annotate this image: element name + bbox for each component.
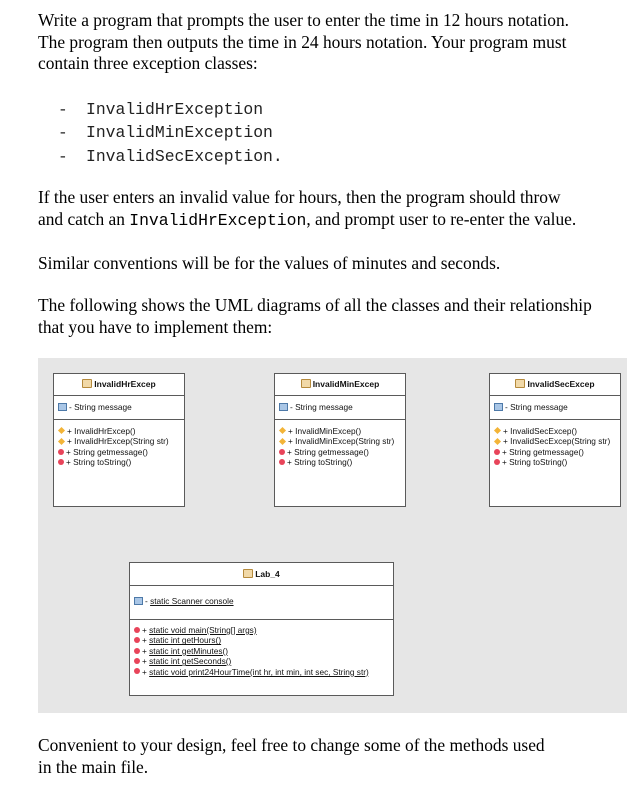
uml-method-prefix: +: [142, 635, 150, 646]
intro-line-3: contain three exception classes:: [38, 53, 258, 74]
exception-name: InvalidHrException: [86, 100, 264, 119]
field-icon: [58, 403, 67, 411]
uml-method-prefix: +: [142, 625, 150, 635]
method-icon: [58, 449, 64, 455]
uml-method: [279, 457, 405, 467]
uml-method: [134, 635, 393, 645]
uml-method: [279, 426, 405, 436]
exception-list: [60, 97, 283, 167]
uml-method-text: + String getmessage(): [287, 446, 369, 457]
method-icon: [134, 648, 140, 654]
uml-method: [279, 436, 405, 446]
uml-method: [494, 457, 620, 467]
list-item: - InvalidSecException.: [60, 145, 283, 166]
field-icon: [134, 597, 143, 605]
class-icon: [515, 379, 525, 388]
intro-line-2: The program then outputs the time in 24 hours notation. Your program must: [38, 31, 567, 52]
uml-method: [134, 625, 393, 635]
method-icon: [134, 627, 140, 633]
uml-method: [494, 447, 620, 457]
exception-name: InvalidMinException: [86, 123, 273, 143]
field-icon: [279, 403, 288, 411]
uml-field: [54, 396, 184, 420]
method-icon: [134, 668, 140, 674]
invalid-line-2: [38, 209, 576, 232]
closing-line-2: in the main file.: [38, 756, 149, 777]
uml-field: [130, 586, 393, 620]
constructor-icon: [494, 427, 501, 434]
invalid-line-2-post: , and prompt user to re-enter the value.: [306, 208, 577, 229]
uml-class-name: InvalidSecExcep: [527, 379, 595, 389]
uml-method: [58, 436, 184, 446]
uml-field-text: - String message: [69, 402, 132, 412]
method-icon: [494, 459, 500, 465]
uml-method-text: static int getSeconds(): [149, 656, 232, 667]
uml-method-text: + InvalidHrExcep(String str): [67, 436, 169, 447]
uml-method: [134, 646, 393, 656]
similar-paragraph: Similar conventions will be for the values of minutes and seconds.: [38, 253, 501, 273]
invalid-line-2-pre: and catch an: [38, 208, 130, 229]
uml-method: [494, 436, 620, 446]
uml-method: [58, 426, 184, 436]
invalid-line-1: If the user enters an invalid value for hours, then the program should throw: [38, 187, 561, 207]
uml-method-text: static int getHours(): [149, 635, 222, 646]
uml-methods: [275, 420, 405, 468]
inline-code: InvalidHrException: [129, 210, 307, 230]
constructor-icon: [58, 427, 65, 434]
constructor-icon: [279, 438, 286, 445]
uml-method: [279, 447, 405, 457]
uml-method-text: static void print24HourTime(int hr, int min, int sec, String str): [149, 666, 369, 677]
list-item: - InvalidMinException: [60, 122, 273, 143]
uml-class-header: [54, 374, 184, 396]
method-icon: [279, 449, 285, 455]
uml-method: [134, 656, 393, 666]
following-line-1: The following shows the UML diagrams of all the classes and their relationship: [38, 295, 592, 315]
uml-method-text: + InvalidMinExcep(String str): [288, 436, 395, 447]
uml-class-header: [130, 563, 393, 586]
uml-field-text: - String message: [505, 402, 568, 412]
field-icon: [494, 403, 503, 411]
exception-name: InvalidSecException.: [86, 146, 283, 166]
uml-method-text: + String getmessage(): [502, 446, 584, 457]
uml-method-text: + InvalidHrExcep(): [67, 426, 136, 436]
uml-class-name: Lab_4: [255, 569, 280, 579]
closing-line-1: Convenient to your design, feel free to change some of the methods used: [38, 735, 545, 755]
uml-methods: [130, 620, 393, 677]
constructor-icon: [279, 427, 286, 434]
class-icon: [243, 569, 253, 578]
intro-line-1: Write a program that prompts the user to enter the time in 12 hours notation.: [38, 10, 570, 30]
following-paragraph: [38, 295, 592, 338]
uml-method-text: + String getmessage(): [66, 446, 148, 457]
uml-methods: [54, 420, 184, 468]
list-item: - InvalidHrException: [60, 99, 264, 119]
uml-class-lab4: [129, 562, 394, 696]
uml-class-name: InvalidHrExcep: [94, 379, 156, 389]
intro-paragraph: [38, 10, 569, 75]
method-icon: [494, 449, 500, 455]
uml-diagram: [38, 358, 627, 713]
uml-field: [275, 396, 405, 420]
method-icon: [279, 459, 285, 465]
invalid-paragraph: [38, 187, 576, 231]
uml-field-text: static Scanner console: [150, 596, 234, 606]
uml-method-text: + String toString(): [66, 457, 132, 468]
constructor-icon: [494, 438, 501, 445]
method-icon: [134, 637, 140, 643]
uml-method-text: + String toString(): [502, 457, 568, 468]
uml-class-header: [490, 374, 620, 396]
uml-method-text: static int getMinutes(): [149, 645, 229, 656]
class-icon: [301, 379, 311, 388]
method-icon: [58, 459, 64, 465]
uml-method-text: + InvalidSecExcep(): [503, 426, 578, 436]
uml-method-text: + String toString(): [287, 457, 353, 468]
uml-class-name: InvalidMinExcep: [312, 379, 380, 389]
uml-field-prefix: -: [145, 596, 151, 606]
uml-method: [58, 447, 184, 457]
uml-field: [490, 396, 620, 420]
uml-method: [134, 667, 393, 677]
uml-method-prefix: +: [142, 666, 150, 677]
uml-method-prefix: +: [142, 645, 150, 656]
uml-method-text: + InvalidMinExcep(): [288, 426, 362, 436]
uml-class-header: [275, 374, 405, 396]
uml-method-text: static void main(String[] args): [149, 625, 257, 635]
uml-field-text: - String message: [290, 402, 353, 412]
constructor-icon: [58, 438, 65, 445]
uml-class-invalid-sec: [489, 373, 621, 507]
closing-paragraph: [38, 735, 545, 778]
uml-methods: [490, 420, 620, 468]
uml-method-prefix: +: [142, 656, 150, 667]
uml-method: [58, 457, 184, 467]
method-icon: [134, 658, 140, 664]
uml-method: [494, 426, 620, 436]
class-icon: [82, 379, 92, 388]
uml-class-invalid-min: [274, 373, 406, 507]
following-line-2: that you have to implement them:: [38, 316, 273, 337]
uml-class-invalid-hr: [53, 373, 185, 507]
uml-method-text: + InvalidSecExcep(String str): [503, 436, 611, 447]
